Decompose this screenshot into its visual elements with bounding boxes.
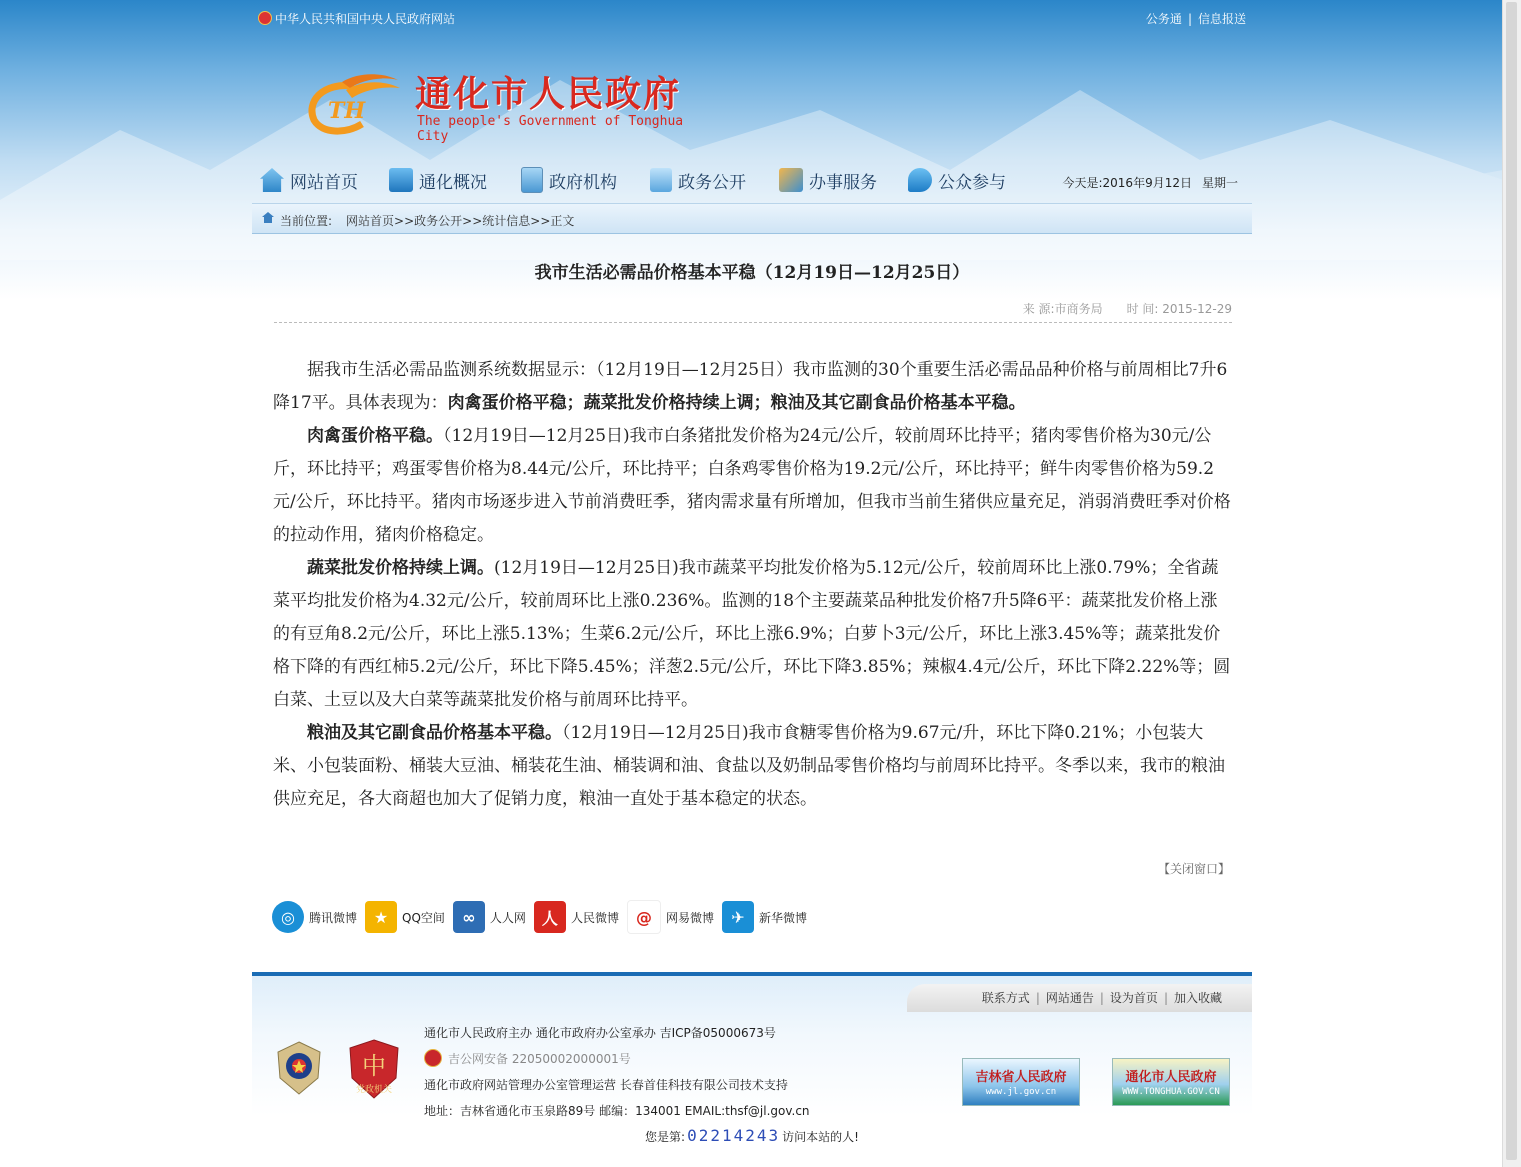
title-divider [274,322,1232,323]
security-number: 22050002000001号 [511,1052,631,1066]
security-label: 吉公网安备 [448,1052,509,1066]
organization-icon [521,167,543,193]
banner-url: www.jl.gov.cn [985,1087,1057,1097]
article-time: 时 间: 2015-12-29 [1126,302,1232,316]
footer-info [424,1020,810,1124]
share-renren[interactable] [453,901,526,933]
tencent-weibo-icon: ◎ [272,901,304,933]
renren-icon: ∞ [453,901,485,933]
breadcrumb-separator: >> [530,214,551,228]
paragraph-lead: 蔬菜批发价格持续上调。 [307,558,494,578]
breadcrumb-home-link[interactable]: 网站首页 [346,214,395,228]
nav-item-label: 政府机构 [549,172,617,193]
paragraph-intro: 据我市生活必需品监测系统数据显示：（12月19日—12月25日）我市监测的30个重要生活必需品品种价格与前周相比7升6降17平。具体表现为： [273,360,1228,413]
nav-item-gov-affairs[interactable] [650,166,746,194]
banner-title: 吉林省人民政府 [975,1070,1067,1085]
banner-title: 通化市人民政府 [1125,1070,1217,1085]
jilin-gov-banner[interactable] [962,1058,1080,1106]
scrollbar-thumb[interactable] [1506,2,1517,1160]
breadcrumb-home-icon [262,212,274,223]
paragraph-body: （12月19日—12月25日)我市白条猪批发价格为24元/公斤，较前周环比持平；猪肉零售价格为30元/公斤，环比持平；鸡蛋零售价格为8.44元/公斤，环比持平；白条鸡零售价格为19.2元/公斤，环比持平；鲜牛肉零售价格为59.2元/公斤，环比持平。猪肉市场逐步进入节前消费旺季，猪肉需求量有所增加，但我市当前生猪供应量充足，消弱消费旺季对价格的拉动作用，猪肉价格稳定。 [273,426,1231,545]
overview-icon [389,168,413,192]
footer-sponsor: 通化市人民政府主办 通化市政府办公室承办 吉ICP备05000673号 [424,1026,776,1040]
counter-suffix: 访问本站的人! [782,1130,859,1144]
footer-security-record[interactable] [424,1046,810,1072]
nav-item-label: 公众参与 [938,172,1006,193]
share-tencent-weibo[interactable] [272,901,357,933]
gongwutong-link[interactable]: 公务通 [1145,12,1182,26]
top-links-separator: | [1187,12,1192,26]
paragraph-lead: 粮油及其它副食品价格基本平稳。 [307,723,562,743]
party-gov-badge-text: 党政机关 [355,1085,392,1095]
article-title: 我市生活必需品价格基本平稳（12月19日—12月25日） [534,263,970,283]
share-netease-weibo[interactable] [627,900,714,934]
central-gov-text: 中华人民共和国中央人民政府网站 [275,12,456,26]
svg-text:TH: TH [328,98,366,124]
breadcrumb-statistics-link[interactable]: 统计信息 [482,214,531,228]
nav-item-label: 网站首页 [290,172,358,193]
nav-item-label: 政务公开 [678,172,746,193]
share-label: 腾讯微博 [309,910,358,925]
share-xinhua-weibo[interactable] [722,901,807,933]
share-label: 网易微博 [665,910,714,925]
share-qzone[interactable] [365,901,445,933]
party-gov-badge[interactable] [348,1038,400,1100]
article-meta [1023,300,1232,317]
share-label: 人人网 [489,910,526,925]
site-subtitle: The people's Government of Tonghua City [417,114,684,144]
service-icon [779,168,803,192]
article-body [273,354,1233,816]
top-links [1146,10,1246,27]
paragraph-body: （12月19日—12月25日)我市食糖零售价格为9.67元/升，环比下降0.21%；小包装大米、小包装面粉、桶装大豆油、桶装花生油、桶装调和油、食盐以及奶制品零售价格均与前周环比持平。冬季以来，我市的粮油供应充足，各大商超也加大了促销力度，粮油一直处于基本稳定的状态。 [273,723,1225,809]
breadcrumb-label: 当前位置: [280,214,333,228]
main-nav [252,160,1252,200]
breadcrumb-path [346,212,574,229]
share-people-weibo[interactable] [534,901,619,933]
chat-icon [908,168,932,192]
close-window-link[interactable]: 【关闭窗口】 [1157,862,1230,876]
article-source: 来 源:市商务局 [1022,302,1103,316]
paragraph-summary: 肉禽蛋价格平稳；蔬菜批发价格持续上调；粮油及其它副食品价格基本平稳。 [447,393,1026,413]
paragraph-lead: 肉禽蛋价格平稳。 [307,426,443,446]
security-badge-icon [424,1049,442,1067]
add-favorite-link[interactable]: 加入收藏 [1173,991,1222,1005]
counter-number: 02214243 [687,1126,781,1145]
central-gov-link[interactable] [258,10,455,27]
share-label: QQ空间 [402,910,445,925]
breadcrumb-current: 正文 [550,214,575,228]
paragraph-body: (12月19日—12月25日)我市蔬菜平均批发价格为5.12元/公斤，较前周环比上涨0.79%；全省蔬菜平均批发价格为4.32元/公斤，较前周环比上涨0.236%。监测的18个主要蔬菜品种批发价格7升5降6平：蔬菜批发价格上涨的有豆角8.2元/公斤，环比上涨5.13%；生菜6.2元/公斤，环比上涨6.9%；白萝卜3元/公斤，环比上涨3.45%等；蔬菜批发价格下降的有西红柿5.2元/公斤，环比下降5.45%；洋葱2.5元/公斤，环比下降3.85%；辣椒4.4元/公斤，环比下降2.22%等；圆白菜、土豆以及大白菜等蔬菜批发价格与前周环比持平。 [273,558,1231,710]
top-bar [252,0,1252,34]
nav-item-overview[interactable] [389,166,487,194]
national-emblem-icon [258,11,272,25]
set-homepage-link[interactable]: 设为首页 [1109,991,1158,1005]
tonghua-gov-banner[interactable] [1112,1058,1230,1106]
weekday-text: 星期一 [1201,176,1238,190]
article-paragraph [273,420,1233,552]
share-label: 人民微博 [570,910,619,925]
home-icon [260,168,284,192]
article-paragraph [273,717,1233,816]
breadcrumb-gov-affairs-link[interactable]: 政务公开 [414,214,463,228]
site-title: 通化市人民政府 [415,73,682,115]
footer [252,972,1252,1161]
share-bar [272,900,815,934]
people-weibo-icon: 人 [534,901,566,933]
share-label: 新华微博 [758,910,807,925]
page-container [252,0,1252,1145]
nav-item-public-participation[interactable] [908,166,1006,194]
breadcrumb-separator: >> [462,214,483,228]
article-paragraph [273,552,1233,717]
article-paragraph [273,354,1233,420]
nav-item-home[interactable] [260,166,358,194]
xinhua-weibo-icon: ✈ [722,901,754,933]
footer-operator: 通化市政府网站管理办公室管理运营 长春首佳科技有限公司技术支持 [424,1078,788,1092]
document-icon [650,168,672,192]
scrollbar[interactable] [1502,0,1521,1167]
qzone-icon: ★ [365,901,397,933]
footer-address: 地址：吉林省通化市玉泉路89号 邮编：134001 EMAIL:thsf@jl.gov.cn [424,1104,810,1118]
banner-url: WWW.TONGHUA.GOV.CN [1122,1087,1220,1097]
date-text: 今天是:2016年9月12日 [1062,176,1192,190]
nav-item-services[interactable] [779,166,877,194]
breadcrumb-separator: >> [394,214,415,228]
visitor-counter [252,1126,1252,1145]
police-badge-icon[interactable] [274,1040,324,1096]
netease-weibo-icon: @ [627,900,661,934]
nav-item-organization[interactable] [521,166,617,194]
info-report-link[interactable]: 信息报送 [1197,12,1246,26]
counter-prefix: 您是第: [645,1130,686,1144]
breadcrumb [252,203,1252,234]
site-logo[interactable] [302,62,722,142]
site-notice-link[interactable]: 网站通告 [1045,991,1094,1005]
tonghua-logo-icon [302,68,402,138]
nav-item-label: 通化概况 [419,172,487,193]
footer-links: 联系方式 | 网站通告 | 设为首页 | 加入收藏 [907,984,1252,1012]
current-date [1062,174,1238,191]
nav-item-label: 办事服务 [809,172,877,193]
contact-link[interactable]: 联系方式 [981,991,1030,1005]
svg-text:中: 中 [362,1052,386,1080]
